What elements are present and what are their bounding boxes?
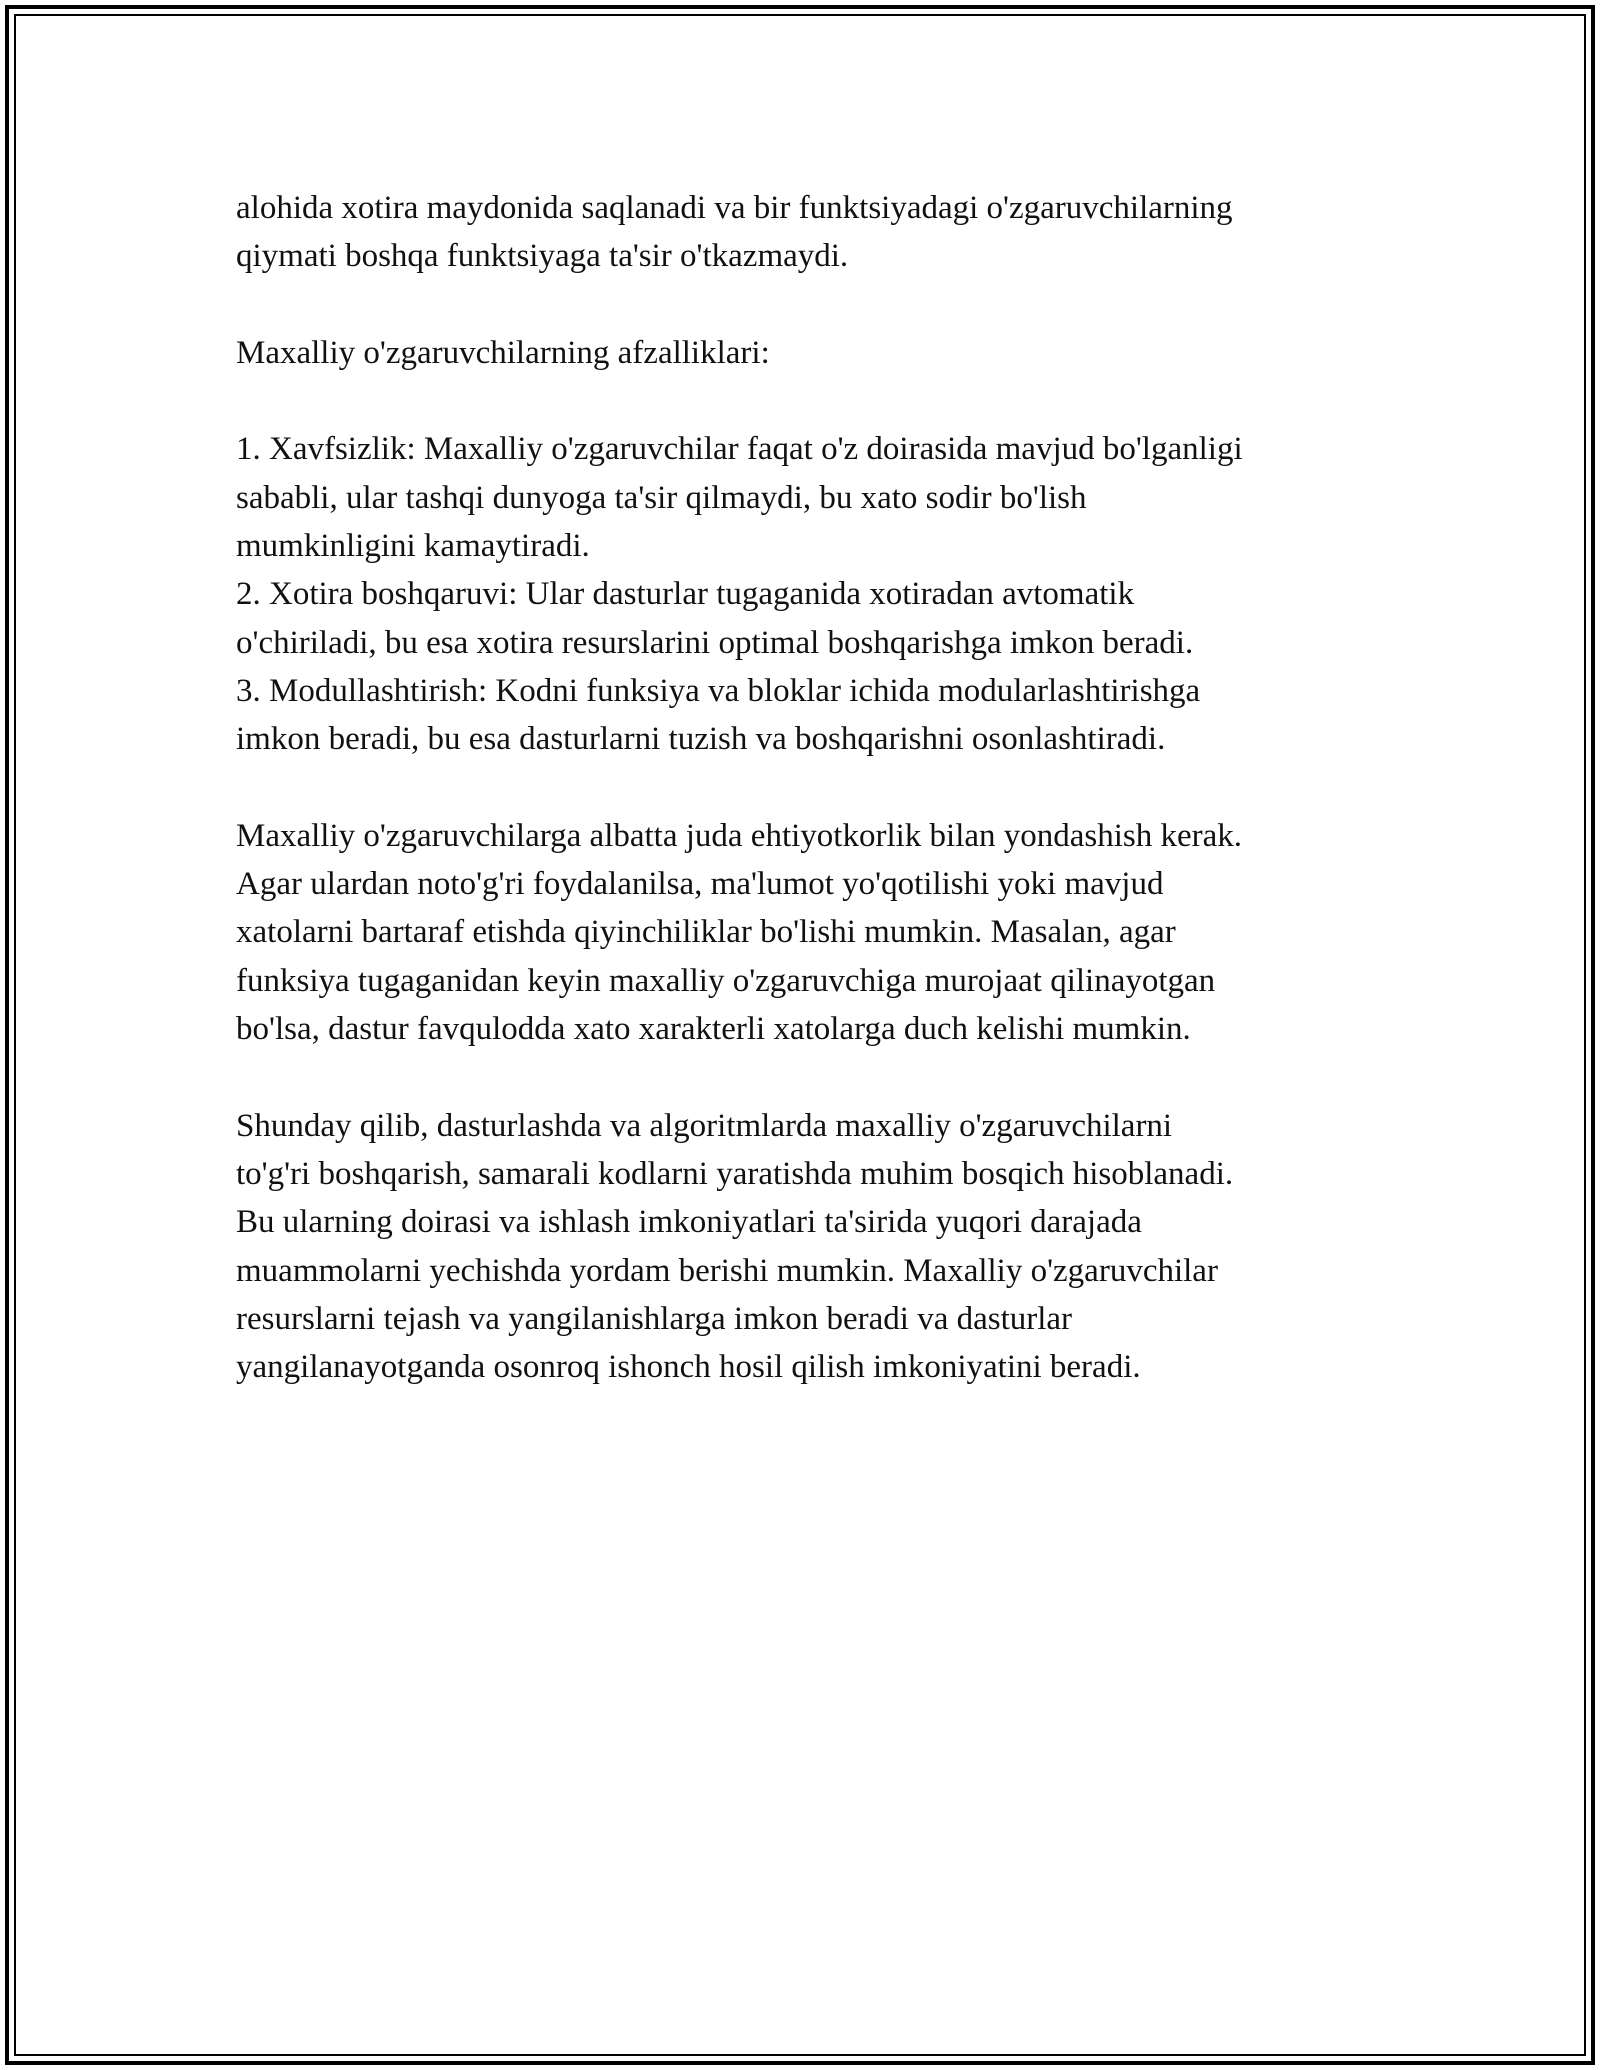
text-line: Maxalliy o'zgaruvchilarga albatta juda ehtiyotkorlik bilan yondashish kerak. [236, 817, 1243, 854]
paragraph-conclusion [236, 1102, 1364, 1392]
text-line: Maxalliy o'zgaruvchilarning afzalliklari: [236, 334, 770, 371]
text-line: qiymati boshqa funktsiyaga ta'sir o'tkazmaydi. [236, 238, 849, 275]
advantages-list [236, 425, 1364, 763]
document-body [236, 184, 1364, 1391]
list-item-line: o'chiriladi, bu esa xotira resurslarini optimal boshqarishga imkon beradi. [236, 624, 1194, 661]
list-item-line: 1. Xavfsizlik: Maxalliy o'zgaruvchilar faqat o'z doirasida mavjud bo'lganligi [236, 431, 1243, 468]
text-line: yangilanayotganda osonroq ishonch hosil qilish imkoniyatini beradi. [236, 1349, 1141, 1386]
list-item-line: sababli, ular tashqi dunyoga ta'sir qilmaydi, bu xato sodir bo'lish [236, 479, 1087, 516]
text-line: Bu ularning doirasi va ishlash imkoniyatlari ta'sirida yuqori darajada [236, 1204, 1142, 1241]
list-item-line: 3. Modullashtirish: Kodni funksiya va bloklar ichida modularlashtirishga [236, 672, 1201, 709]
text-line: Agar ulardan noto'g'ri foydalanilsa, ma'lumot yo'qotilishi yoki mavjud [236, 866, 1164, 903]
section-heading-advantages [236, 329, 1364, 377]
text-line: Shunday qilib, dasturlashda va algoritmlarda maxalliy o'zgaruvchilarni [236, 1107, 1173, 1144]
paragraph-caution [236, 812, 1364, 1053]
text-line: xatolarni bartaraf etishda qiyinchiliklar bo'lishi mumkin. Masalan, agar [236, 914, 1176, 951]
paragraph-1 [236, 184, 1364, 281]
text-line: to'g'ri boshqarish, samarali kodlarni yaratishda muhim bosqich hisoblanadi. [236, 1155, 1234, 1192]
text-line: funksiya tugaganidan keyin maxalliy o'zgaruvchiga murojaat qilinayotgan [236, 962, 1216, 999]
list-item-line: 2. Xotira boshqaruvi: Ular dasturlar tugaganida xotiradan avtomatik [236, 576, 1135, 613]
text-line: bo'lsa, dastur favqulodda xato xarakterli xatolarga duch kelishi mumkin. [236, 1011, 1191, 1048]
text-line: muammolarni yechishda yordam berishi mumkin. Maxalliy o'zgaruvchilar [236, 1252, 1218, 1289]
text-line: resurslarni tejash va yangilanishlarga imkon beradi va dasturlar [236, 1300, 1073, 1337]
list-item-line: imkon beradi, bu esa dasturlarni tuzish va boshqarishni osonlashtiradi. [236, 721, 1166, 758]
text-line: alohida xotira maydonida saqlanadi va bir funktsiyadagi o'zgaruvchilarning [236, 190, 1233, 226]
list-item-line: mumkinligini kamaytiradi. [236, 528, 590, 565]
